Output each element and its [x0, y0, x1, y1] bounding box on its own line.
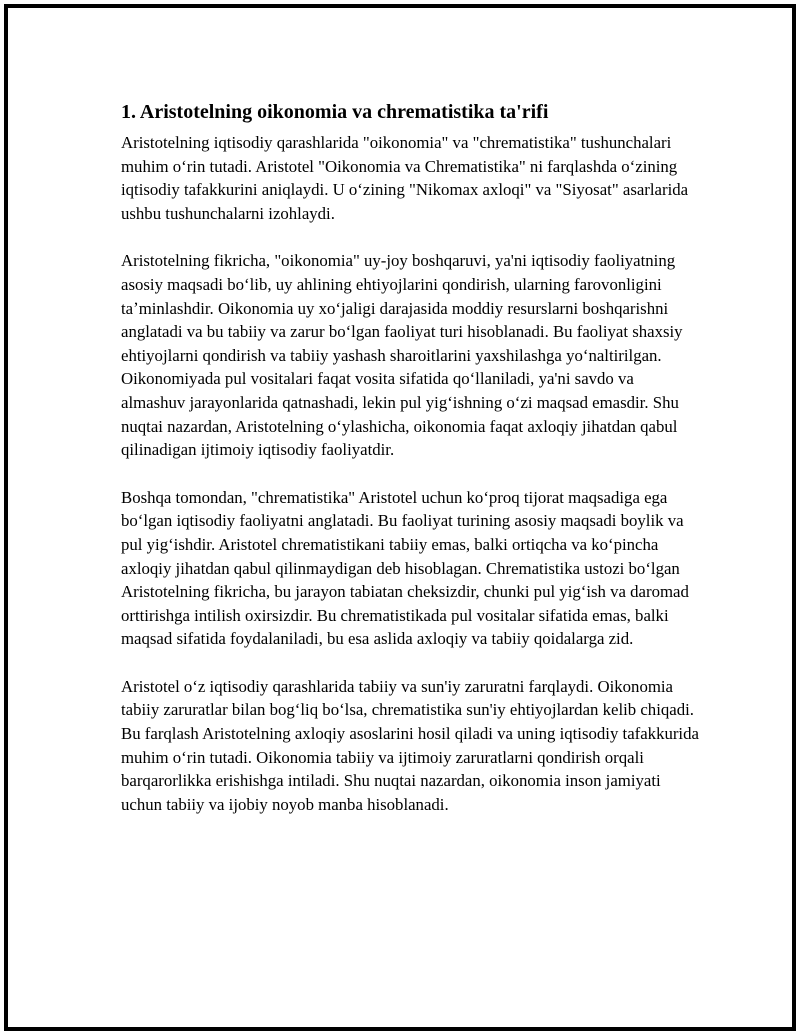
paragraph-3: Boshqa tomondan, "chrematistika" Aristotel uchun koʻproq tijorat maqsadiga ega boʻlgan iqtisodiy faoliyatni anglatadi. Bu faoliyat turining asosiy maqsadi boylik va pul yigʻishdir. Aristotel chrematistikani tabiiy emas, balki ortiqcha va koʻpincha axloqiy jihatdan qabul qilinmaydigan deb hisoblagan. Chrematistika ustozi boʻlgan Aristotelning fikricha, bu jarayon tabiatan cheksizdir, chunki pul yigʻish va daromad orttirishga intilish oxirsizdir. Bu chrematistikada pul vositalar sifatida emas, balki maqsad sifatida foydalaniladi, bu esa aslida axloqiy va tabiiy qoidalarga zid.: [121, 487, 689, 649]
paragraph-1: Aristotelning iqtisodiy qarashlarida "oikonomia" va "chrematistika" tushunchalari muhim oʻrin tutadi. Aristotel "Oikonomia va Chrematistika" ni farqlashda oʻzining iqtisodiy tafakkurini aniqlaydi. U oʻzining "Nikomax axloqi" va "Siyosat" asarlarida ushbu tushunchalarni izohlaydi.: [121, 133, 689, 223]
section-heading: 1. Aristotelning oikonomia va chrematistika ta'rifi: [121, 101, 549, 123]
paragraph-2: Aristotelning fikricha, "oikonomia" uy-joy boshqaruvi, ya'ni iqtisodiy faoliyatning asosiy maqsadi boʻlib, uy ahlining ehtiyojlarini qondirish, ularning farovonligini taʼminlashdir. Oikonomia uy xoʻjaligi darajasida moddiy resurslarni boshqarishni anglatadi va bu tabiiy va zarur boʻlgan faoliyat turi hisoblanadi. Bu faoliyat shaxsiy ehtiyojlarni qondirish va tabiiy yashash sharoitlarini yaxshilashga yoʻnaltirilgan. Oikonomiyada pul vositalari faqat vosita sifatida qoʻllaniladi, ya'ni savdo va almashuv jarayonlarida qatnashadi, lekin pul yigʻishning oʻzi maqsad emasdir. Shu nuqtai nazardan, Aristotelning oʻylashicha, oikonomia faqat axloqiy jihatdan qabul qilinadigan ijtimoiy iqtisodiy faoliyatdir.: [121, 251, 683, 460]
paragraph-4: Aristotel oʻz iqtisodiy qarashlarida tabiiy va sun'iy zaruratni farqlaydi. Oikonomia tabiiy zaruratlar bilan bogʻliq boʻlsa, chrematistika sun'iy ehtiyojlardan kelib chiqadi. Bu farqlash Aristotelning axloqiy asoslarini hosil qiladi va uning iqtisodiy tafakkurida muhim oʻrin tutadi. Oikonomia tabiiy va ijtimoiy zaruratlarni qondirish orqali barqarorlikka erishishga intiladi. Shu nuqtai nazardan, oikonomia inson jamiyati uchun tabiiy va ijobiy noyob manba hisoblanadi.: [121, 676, 699, 814]
document-page: [4, 4, 796, 1031]
document-content: [121, 99, 701, 840]
